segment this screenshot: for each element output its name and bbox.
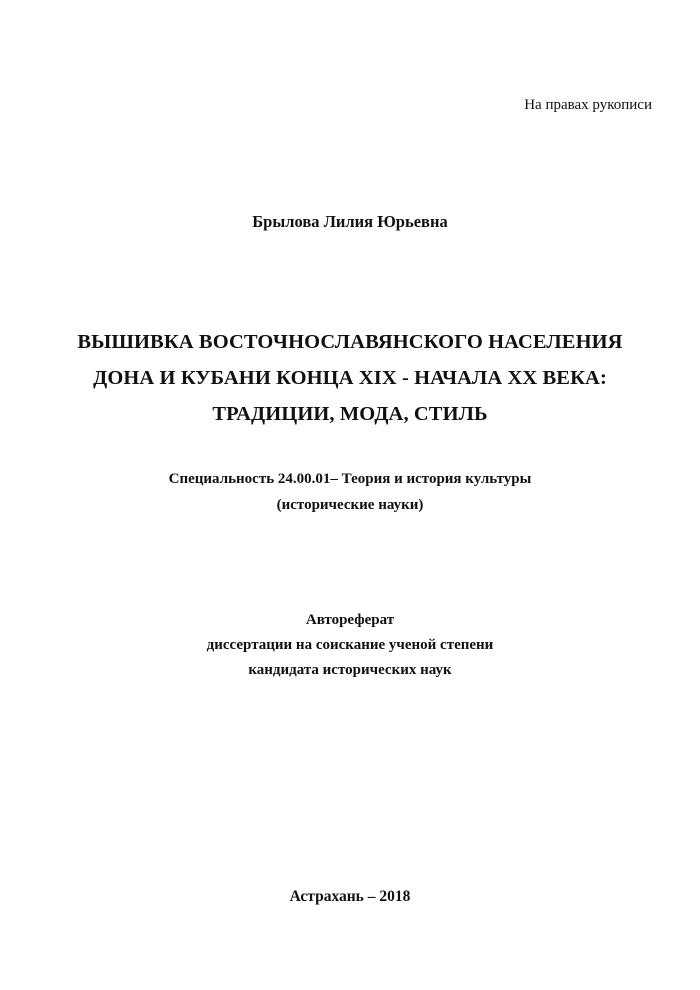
abstract-line-2: диссертации на соискание ученой степени bbox=[206, 637, 494, 653]
dissertation-title bbox=[40, 324, 660, 432]
abstract-line-1: Автореферат bbox=[305, 612, 395, 628]
specialty-line-1: Специальность 24.00.01– Теория и история культуры bbox=[168, 471, 532, 487]
author-name: Брылова Лилия Юрьевна bbox=[252, 212, 448, 231]
title-line-2: ДОНА И КУБАНИ КОНЦА XIX - НАЧАЛА XX ВЕКА: bbox=[93, 367, 607, 389]
city-year: Астрахань – 2018 bbox=[289, 888, 411, 905]
title-line-1: ВЫШИВКА ВОСТОЧНОСЛАВЯНСКОГО НАСЕЛЕНИЯ bbox=[77, 331, 623, 353]
abstract-line-3: кандидата исторических наук bbox=[248, 662, 452, 678]
title-line-3: ТРАДИЦИИ, МОДА, СТИЛЬ bbox=[212, 403, 488, 425]
specialty-block bbox=[0, 466, 700, 518]
abstract-block bbox=[0, 608, 700, 683]
manuscript-rights-note: На правах рукописи bbox=[524, 97, 652, 113]
specialty-line-2: (исторические науки) bbox=[276, 497, 424, 513]
